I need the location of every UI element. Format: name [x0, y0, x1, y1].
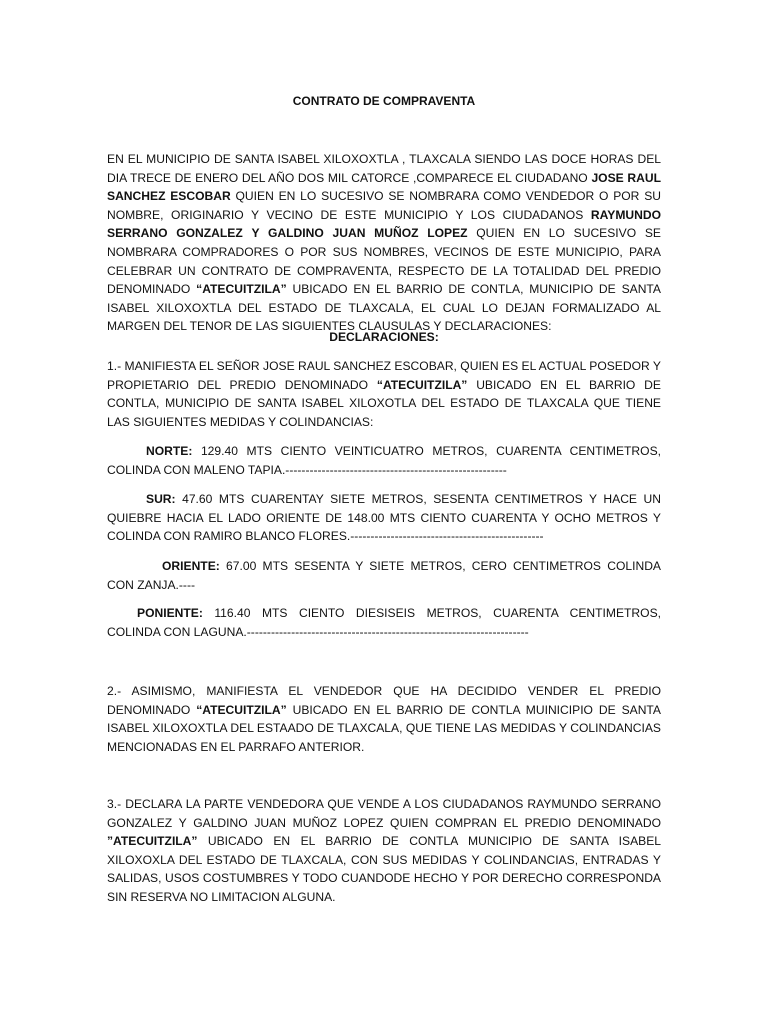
- declaration-2-property: “ATECUITZILA”: [196, 702, 287, 717]
- intro-text-4: QUIEN EN LO SUCESIVO SE NOMBRARA COMPRADORES O POR SUS NOMBRES, VECINOS DE ESTE MUNICIPIO, PARA CELEBRAR UN CONTRATO DE COMPRAVENTA, RESPECTO DE LA TOTALIDAD DEL PREDIO DENOMINADO: [107, 226, 661, 297]
- intro-text-5: UBICADO EN EL BARRIO DE CONTLA, MUNICIPIO DE SANTA ISABEL XILOXOXTLA DEL ESTADO DE TLAXCALA, EL CUAL LO DEJAN FORMALIZADO AL MARGEN DEL TENOR DE LAS SIGUIENTES CLAUSULAS Y DECLARACIONES:: [107, 282, 661, 334]
- seller-name: JOSE RAUL SANCHEZ ESCOBAR: [107, 170, 661, 204]
- declaration-1-text-1: 1.- MANIFIESTA EL SEÑOR JOSE RAUL SANCHEZ ESCOBAR, QUIEN ES EL ACTUAL POSEDOR Y PROPIETARIO DEL PREDIO DENOMINADO: [107, 359, 661, 392]
- boundary-poniente: [107, 604, 661, 641]
- boundary-norte: [107, 442, 661, 479]
- intro-text-1: EN EL MUNICIPIO DE SANTA ISABEL XILOXOXTLA , TLAXCALA SIENDO LAS DOCE HORAS DEL DIA TRECE DE ENERO DEL AÑO DOS MIL CATORCE ,COMPARECE EL CIUDADANO: [107, 152, 661, 185]
- boundary-sur: [107, 490, 661, 546]
- declaration-2-text-1: 2.- ASIMISMO, MANIFIESTA EL VENDEDOR QUE HA DECIDIDO VENDER EL PREDIO DENOMINADO: [107, 684, 661, 717]
- boundary-norte-label: NORTE:: [146, 444, 193, 458]
- property-name: “ATECUITZILA”: [196, 282, 287, 297]
- boundary-norte-text: 129.40 MTS CIENTO VEINTICUATRO METROS, CUARENTA CENTIMETROS, COLINDA CON MALENO TAPIA.-------------------------------------------------------: [107, 444, 661, 477]
- buyer-name-2: Y GALDINO JUAN MUÑOZ LOPEZ: [251, 226, 468, 241]
- buyer-name-1: RAYMUNDO SERRANO GONZALEZ: [107, 207, 661, 241]
- document-title: CONTRATO DE COMPRAVENTA: [292, 94, 476, 108]
- declaration-3-text-2: UBICADO EN EL BARRIO DE CONTLA MUNICIPIO DE SANTA ISABEL XILOXOXLA DEL ESTADO DE TLAXCALA, CON SUS MEDIDAS Y COLINDANCIAS, ENTRADAS Y SALIDAS, USOS COSTUMBRES Y TODO CUANDODE HECHO Y POR DERECHO CORRESPONDA SIN RESERVA NO LIMITACION ALGUNA.: [107, 834, 661, 904]
- intro-paragraph: [107, 150, 661, 336]
- boundary-poniente-text: 116.40 MTS CIENTO DIESISEIS METROS, CUARENTA CENTIMETROS, COLINDA CON LAGUNA.----------------------------------------------------------------------: [107, 606, 661, 639]
- boundary-oriente-label: ORIENTE:: [162, 559, 220, 573]
- boundary-sur-text: 47.60 MTS CUARENTAY SIETE METROS, SESENTA CENTIMETROS Y HACE UN QUIEBRE HACIA EL LADO ORIENTE DE 148.00 MTS CIENTO CUARENTA Y OCHO METROS Y COLINDA CON RAMIRO BLANCO FLORES.------------------------------------------------: [107, 492, 661, 544]
- boundary-oriente-text: 67.00 MTS SESENTA Y SIETE METROS, CERO CENTIMETROS COLINDA CON ZANJA.----: [107, 559, 661, 592]
- declaration-3: [107, 795, 661, 907]
- declaration-2: [107, 682, 661, 756]
- declaration-1: [107, 357, 661, 431]
- declaration-3-text-1: 3.- DECLARA LA PARTE VENDEDORA QUE VENDE A LOS CIUDADANOS RAYMUNDO SERRANO GONZALEZ Y GALDINO JUAN MUÑOZ LOPEZ QUIEN COMPRAN EL PREDIO DENOMINADO: [107, 797, 661, 830]
- declaration-1-text-2: UBICADO EN EL BARRIO DE CONTLA, MUNICIPIO DE SANTA ISABEL XILOXOTLA DEL ESTADO DE TLAXCALA QUE TIENE LAS SIGUIENTES MEDIDAS Y COLINDANCIAS:: [107, 377, 661, 429]
- declarations-heading: DECLARACIONES:: [329, 330, 439, 344]
- declaration-3-property: ”ATECUITZILA”: [107, 834, 198, 849]
- declaration-2-text-2: UBICADO EN EL BARRIO DE CONTLA MUINICIPIO DE SANTA ISABEL XILOXOXTLA DEL ESTAADO DE TLAXCALA, QUE TIENE LAS MEDIDAS Y COLINDANCIAS MENCIONADAS EN EL PARRAFO ANTERIOR.: [107, 702, 661, 754]
- boundary-oriente: [107, 557, 661, 594]
- declaration-1-property: “ATECUITZILA”: [376, 377, 468, 392]
- boundary-sur-label: SUR:: [146, 492, 176, 506]
- intro-text-2: QUIEN EN LO SUCESIVO SE NOMBRARA COMO VENDEDOR O POR SU NOMBRE, ORIGINARIO Y VECINO DE ESTE MUNICIPIO Y LOS CIUDADANOS: [107, 189, 661, 222]
- boundary-poniente-label: PONIENTE:: [137, 606, 203, 620]
